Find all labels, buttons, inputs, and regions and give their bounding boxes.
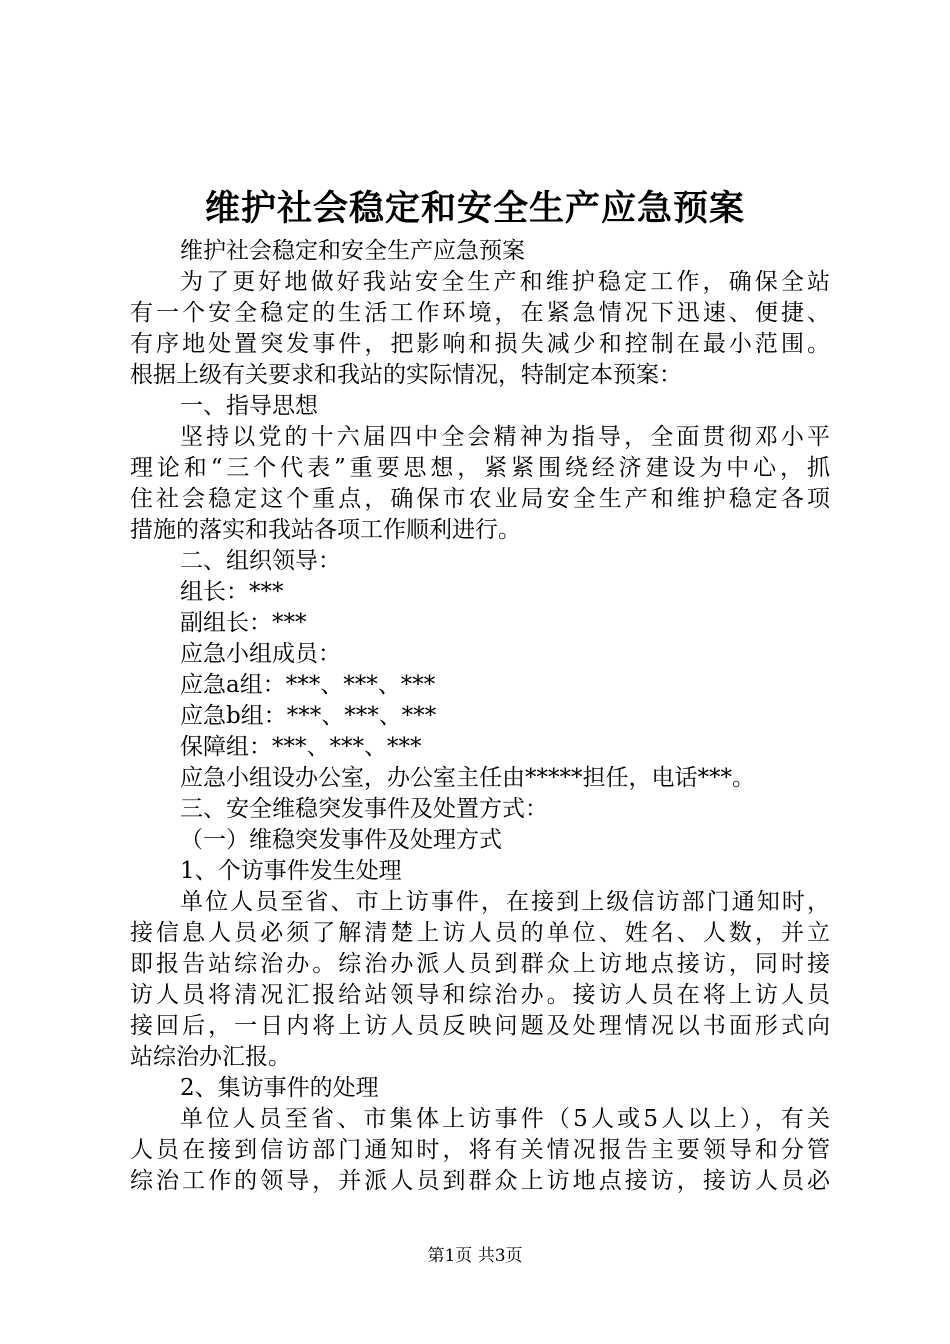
body-line: 措施的落实和我站各项工作顺利进行。 bbox=[130, 517, 521, 543]
body-line: 单位人员至省、市集体上访事件（5人或5人以上），有关 bbox=[180, 1106, 830, 1132]
document-body bbox=[130, 236, 830, 1197]
body-line: 二、组织领导： bbox=[180, 548, 341, 574]
body-line: 三、安全维稳突发事件及处置方式： bbox=[180, 796, 548, 822]
body-line: 应急a组：***、***、*** bbox=[180, 672, 436, 698]
body-line: 坚持以党的十六届四中全会精神为指导，全面贯彻邓小平 bbox=[180, 424, 830, 450]
body-line: 接回后，一日内将上访人员反映问题及处理情况以书面形式向 bbox=[130, 1013, 830, 1039]
body-line: 保障组：***、***、*** bbox=[180, 734, 422, 760]
body-line: 综治工作的领导，并派人员到群众上访地点接访，接访人员必 bbox=[130, 1168, 830, 1194]
body-line: 1、个访事件发生处理 bbox=[180, 858, 402, 884]
body-line: 维护社会稳定和安全生产应急预案 bbox=[180, 238, 525, 264]
body-line: 为了更好地做好我站安全生产和维护稳定工作，确保全站 bbox=[180, 269, 830, 295]
body-line: 根据上级有关要求和我站的实际情况，特制定本预案： bbox=[130, 362, 682, 388]
body-line: 应急b组：***、***、*** bbox=[180, 703, 437, 729]
body-line: 应急小组成员： bbox=[180, 641, 341, 667]
body-line: 人员在接到信访部门通知时，将有关情况报告主要领导和分管 bbox=[130, 1137, 830, 1163]
body-line: （一）维稳突发事件及处理方式 bbox=[180, 827, 502, 853]
body-line: 有序地处置突发事件，把影响和损失减少和控制在最小范围。 bbox=[130, 331, 830, 357]
body-line: 住社会稳定这个重点，确保市农业局安全生产和维护稳定各项 bbox=[130, 486, 830, 512]
body-line: 有一个安全稳定的生活工作环境，在紧急情况下迅速、便捷、 bbox=[130, 300, 830, 326]
body-line: 2、集访事件的处理 bbox=[180, 1075, 379, 1101]
body-line: 一、指导思想 bbox=[180, 393, 318, 419]
body-line: 即报告站综治办。综治办派人员到群众上访地点接访，同时接 bbox=[130, 951, 830, 977]
body-line: 接信息人员必须了解清楚上访人员的单位、姓名、人数，并立 bbox=[130, 920, 830, 946]
body-line: 理论和“三个代表”重要思想，紧紧围绕经济建设为中心，抓 bbox=[130, 455, 830, 481]
document-title: 维护社会稳定和安全生产应急预案 bbox=[204, 189, 745, 229]
page-footer: 第1页 共3页 bbox=[427, 1246, 523, 1266]
body-line: 组长：*** bbox=[180, 579, 284, 605]
body-line: 副组长：*** bbox=[180, 610, 307, 636]
body-line: 站综治办汇报。 bbox=[130, 1044, 291, 1070]
body-line: 访人员将清况汇报给站领导和综治办。接访人员在将上访人员 bbox=[130, 982, 830, 1008]
body-line: 应急小组设办公室，办公室主任由*****担任，电话***。 bbox=[180, 765, 755, 791]
body-line: 单位人员至省、市上访事件，在接到上级信访部门通知时， bbox=[180, 889, 830, 915]
